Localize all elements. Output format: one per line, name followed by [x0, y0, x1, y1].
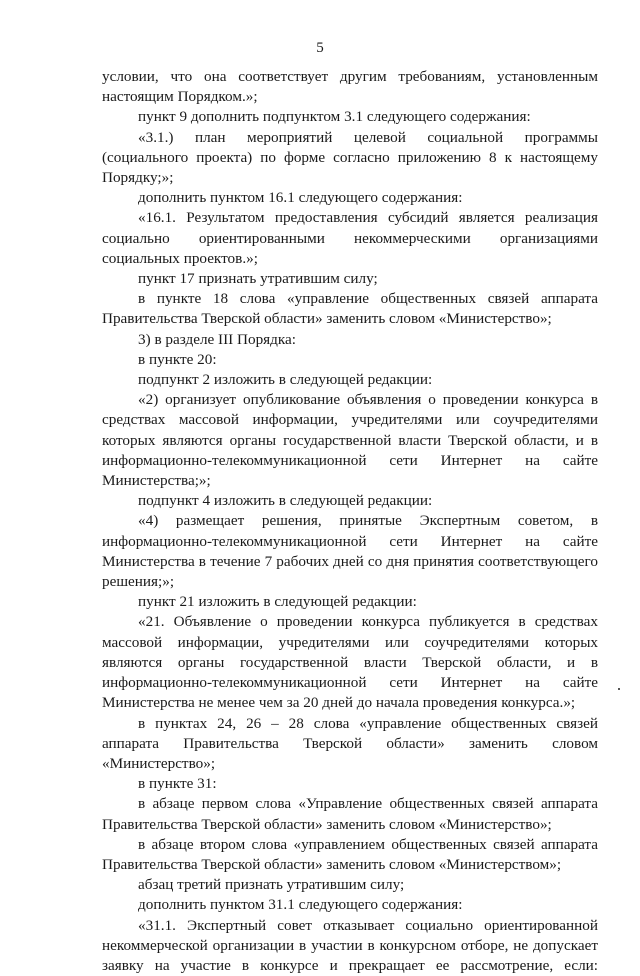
paragraph-17: в пункте 31:: [138, 775, 217, 793]
paragraph-20: абзац третий признать утратившим силу;: [138, 876, 405, 894]
paragraph-7: в пункте 18 слова «управление общественных связей аппарата Правительства Тверской области» заменить словом «Министерство»;: [102, 290, 598, 328]
scan-speck: [618, 688, 620, 690]
paragraph-13: «4) размещает решения, принятые Экспертным советом, в информационно-телекоммуникационной сети Интернет на сайте Министерства в течение 7 рабочих дней со дня принятия соответствующего решения;»;: [102, 512, 598, 591]
paragraph-10: подпункт 2 изложить в следующей редакции:: [138, 371, 433, 389]
paragraph-5: «16.1. Результатом предоставления субсидий является реализация социально ориентированными некоммерческими организациями социальных проектов.»;: [102, 209, 598, 267]
paragraph-1: условии, что она соответствует другим требованиям, установленным настоящим Порядком.»;: [102, 68, 598, 106]
paragraph-8: 3) в разделе III Порядка:: [138, 330, 297, 348]
paragraph-12: подпункт 4 изложить в следующей редакции:: [138, 492, 433, 510]
document-body: [102, 67, 598, 976]
paragraph-22: «31.1. Экспертный совет отказывает социально ориентированной некоммерческой организации в участии в конкурсном отборе, не допускает заявку на участие в конкурсе и прекращает ее рассмотрение, если:: [102, 916, 598, 974]
paragraph-15: «21. Объявление о проведении конкурса публикуется в средствах массовой информации, учредителями или соучредителями которых являются органы государственной власти Тверской области, и в информационно-телекоммуникационной сети Интернет на сайте Министерства не менее чем за 20 дней до начала проведения конкурса.»;: [102, 613, 598, 712]
paragraph-3: «3.1.) план мероприятий целевой социальной программы (социального проекта) по форме согласно приложению 8 к настоящему Порядку;»;: [102, 128, 598, 187]
paragraph-9: в пункте 20:: [138, 350, 217, 368]
paragraph-2: пункт 9 дополнить подпунктом 3.1 следующего содержания:: [138, 108, 531, 126]
paragraph-19: в абзаце втором слова «управлением общественных связей аппарата Правительства Тверской области» заменить словом «Министерством»;: [102, 835, 598, 873]
paragraph-6: пункт 17 признать утратившим силу;: [138, 270, 378, 288]
paragraph-18: в абзаце первом слова «Управление общественных связей аппарата Правительства Тверской области» заменить словом «Министерство»;: [102, 795, 598, 833]
page-number: 5: [316, 40, 324, 56]
paragraph-11: «2) организует опубликование объявления о проведении конкурса в средствах массовой информации, учредителями или соучредителями которых являются органы государственной власти Тверской области, и в информационно-телекоммуникационной сети Интернет на сайте Министерства;»;: [102, 391, 598, 490]
paragraph-21: дополнить пунктом 31.1 следующего содержания:: [138, 896, 463, 914]
paragraph-16: в пунктах 24, 26 – 28 слова «управление общественных связей аппарата Правительства Тверской области» заменить словом «Министерство»;: [102, 714, 598, 772]
paragraph-4: дополнить пунктом 16.1 следующего содержания:: [138, 189, 463, 207]
paragraph-14: пункт 21 изложить в следующей редакции:: [138, 593, 417, 611]
